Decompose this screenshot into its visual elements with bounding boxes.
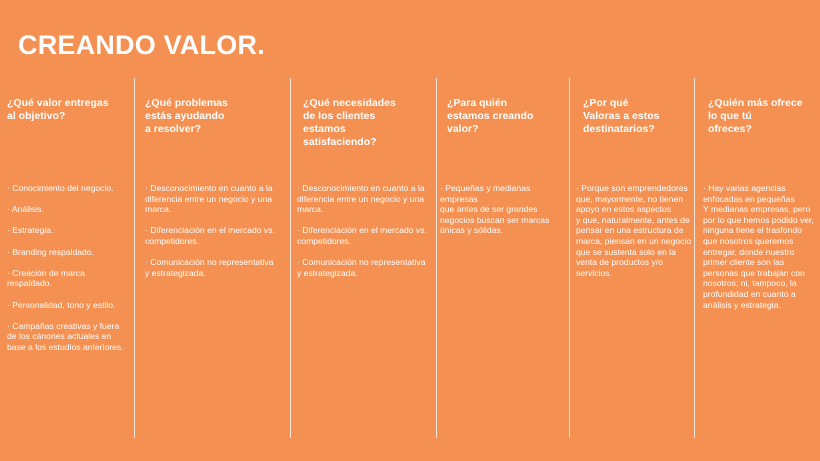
- column-divider: [290, 78, 291, 438]
- list-item: · Personalidad, tono y estilo.: [7, 299, 116, 310]
- column-body-necesidades: [297, 183, 434, 289]
- column-heading-valor: ¿Qué valor entregas al objetivo?: [7, 97, 109, 122]
- list-item: · Porque son emprendedores que, mayormente, no tienen apoyo en estos aspectos y que, naturalmente, antes de pensar en una estructura de marca, piensan en un negocio que se sustenta solo en la venta de productos y/o servicios.: [576, 183, 692, 278]
- list-item: · Análisis.: [7, 204, 44, 215]
- column-heading-por-que: ¿Por qué Valoras a estos destinatarios?: [583, 97, 660, 135]
- column-divider: [436, 78, 437, 438]
- column-heading-para-quien: ¿Para quién estamos creando valor?: [447, 97, 534, 135]
- column-divider: [134, 78, 135, 438]
- column-heading-necesidades: ¿Qué necesidades de los clientes estamos satisfaciendo?: [303, 97, 396, 148]
- list-item: · Desconocimiento en cuanto a la diferencia entre un negocio y una marca.: [145, 183, 273, 215]
- list-item: · Comunicación no representativa y estrategizada.: [145, 257, 274, 278]
- column-divider: [694, 78, 695, 438]
- list-item: · Hay varias agencias enfocadas en pequeñas Y medianas empresas, pero por lo que hemos podido ver, ninguna tiene el trasfondo que nosotros queremos entregar, donde nuestro primer cliente son las personas que trabajan con nosotros; ni, tampoco, la profundidad en cuanto a análisis y estrategia.: [703, 183, 814, 310]
- list-item: · Creación de marca respaldado.: [7, 267, 85, 289]
- column-body-valor: [7, 183, 132, 363]
- list-item: · Desconocimiento en cuanto a la diferencia entre un negocio y una marca.: [297, 183, 425, 215]
- list-item: · Estrategia.: [7, 225, 54, 236]
- list-item: · Comunicación no representativa y estrategizada.: [297, 257, 426, 278]
- page-title: CREANDO VALOR.: [18, 30, 265, 60]
- list-item: · Campañas creativas y fuera de los cánones actuales en base a los estudios anteriores.: [7, 320, 124, 352]
- column-body-para-quien: [440, 183, 568, 247]
- column-body-problemas: [145, 183, 285, 289]
- column-heading-quien-mas: ¿Quién más ofrece lo que tú ofreces?: [708, 97, 803, 135]
- column-body-quien-mas: [703, 183, 817, 321]
- list-item: · Conocimiento del negocio.: [7, 183, 114, 193]
- list-item: · Pequeñas y medianas empresas que antes de ser grandes negocios buscan ser marcas únicas y sólidas.: [440, 183, 550, 236]
- column-body-por-que: [576, 183, 692, 289]
- list-item: · Diferenciación en el mercado vs. competidores.: [297, 225, 427, 246]
- column-heading-problemas: ¿Qué problemas estás ayudando a resolver?: [145, 97, 228, 135]
- list-item: · Diferenciación en el mercado vs. competidores.: [145, 225, 275, 246]
- column-divider: [569, 78, 570, 438]
- list-item: · Branding respaldado.: [7, 246, 94, 257]
